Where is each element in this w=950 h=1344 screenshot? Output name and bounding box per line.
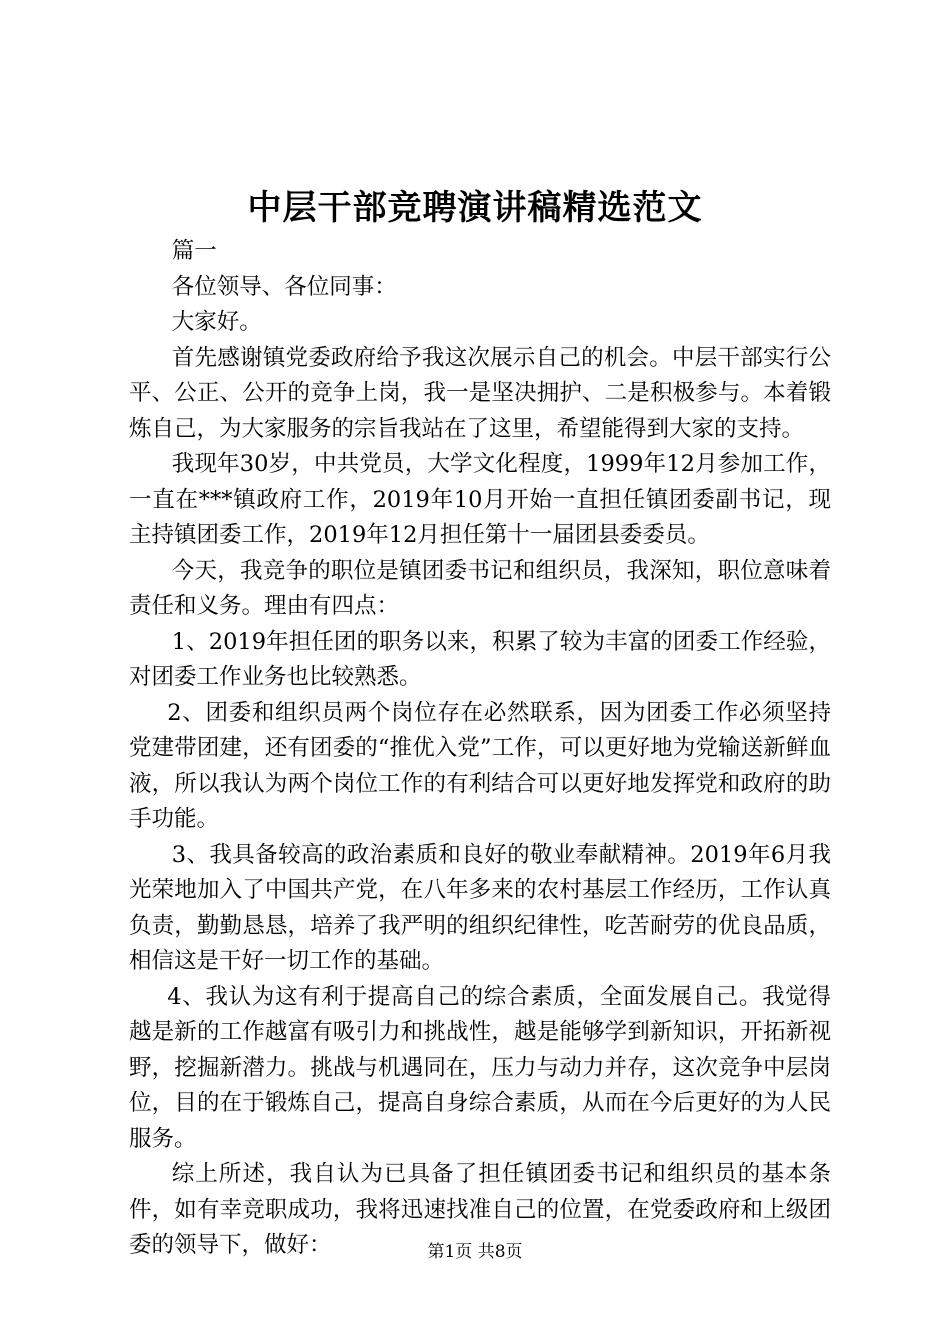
reason-item-3: 3、我具备较高的政治素质和良好的敬业奉献精神。2019年6月我光荣地加入了中国共产党，在八年多来的农村基层工作经历，工作认真负责，勤勤恳恳，培养了我严明的组织纪律性，吃苦耐劳的优良品质，相信这是干好一切工作的基础。 (129, 841, 831, 974)
reason-item-1: 1、2019年担任团的职务以来，积累了较为丰富的团委工作经验，对团委工作业务也比较熟悉。 (129, 628, 831, 690)
greeting: 大家好。 (171, 309, 262, 335)
reason-item-2: 2、团委和组织员两个岗位存在必然联系，因为团委工作必须坚持党建带团建，还有团委的“推优入党”工作，可以更好地为党输送新鲜血液，所以我认为两个岗位工作的有利结合可以更好地发挥党和政府的助手功能。 (129, 699, 831, 832)
page-number: 第1页 共8页 (427, 1242, 523, 1262)
paragraph-conclusion: 综上所述，我自认为已具备了担任镇团委书记和组织员的基本条件，如有幸竞职成功，我将迅速找准自己的位置，在党委政府和上级团委的领导下，做好： (129, 1161, 831, 1258)
salutation: 各位领导、各位同事： (171, 273, 397, 300)
document-body (129, 234, 831, 1264)
document-title: 中层干部竞聘演讲稿精选范文 (247, 188, 703, 228)
paragraph-position: 今天，我竞争的职位是镇团委书记和组织员，我深知，职位意味着责任和义务。理由有四点： (129, 557, 831, 619)
paragraph-intro: 首先感谢镇党委政府给予我这次展示自己的机会。中层干部实行公平、公正、公开的竞争上岗，我一是坚决拥护、二是积极参与。本着锻炼自己，为大家服务的宗旨我站在了这里，希望能得到大家的支持。 (129, 344, 831, 442)
reason-item-4: 4、我认为这有利于提高自己的综合素质，全面发展自己。我觉得越是新的工作越富有吸引力和挑战性，越是能够学到新知识，开拓新视野，挖掘新潜力。挑战与机遇同在，压力与动力并存，这次竞争中层岗位，目的在于锻炼自己，提高自身综合素质，从而在今后更好的为人民服务。 (129, 983, 831, 1152)
paragraph-background: 我现年30岁，中共党员，大学文化程度，1999年12月参加工作，一直在***镇政府工作，2019年10月开始一直担任镇团委副书记，现主持镇团委工作，2019年12月担任第十一届团县委委员。 (129, 451, 831, 548)
section-heading: 篇一 (171, 238, 217, 264)
